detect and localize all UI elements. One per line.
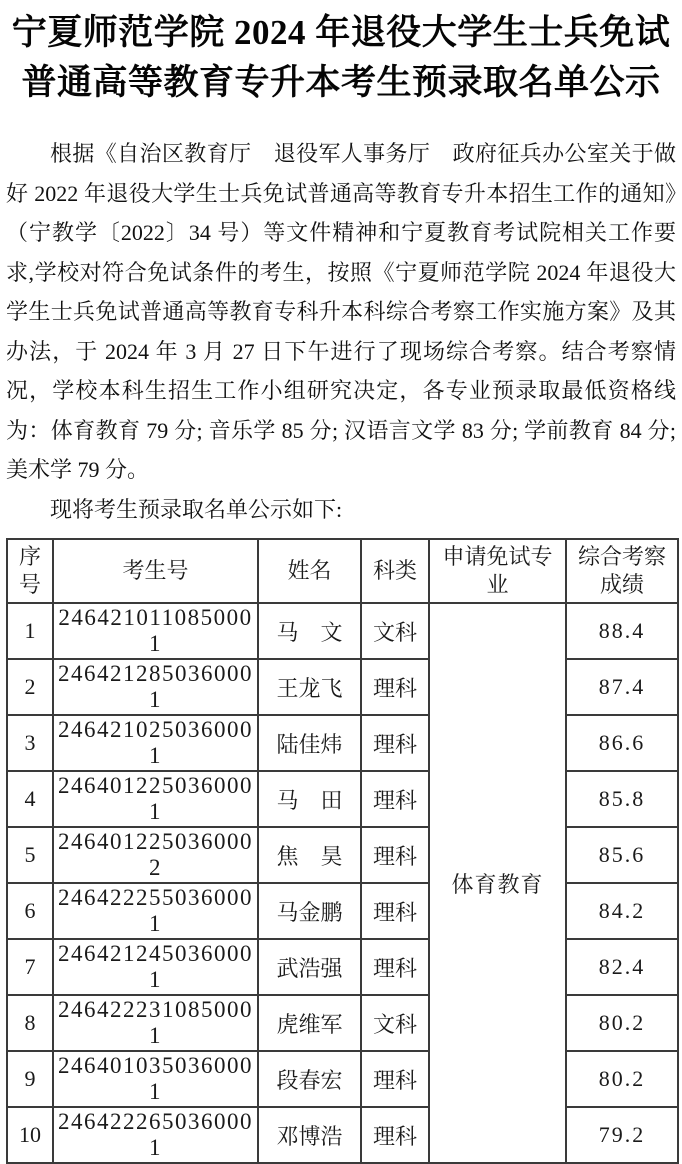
header-score: 综合考察成绩 (566, 539, 678, 603)
pre-admission-table (6, 538, 679, 1164)
cell-score: 80.2 (566, 995, 678, 1051)
cell-name: 陆佳炜 (258, 715, 361, 771)
table-row (7, 715, 678, 771)
table-row (7, 1107, 678, 1163)
cell-name: 马 田 (258, 771, 361, 827)
cell-no: 3 (7, 715, 53, 771)
cell-no: 10 (7, 1107, 53, 1163)
cell-candidate-no: 2464210250360001 (53, 715, 258, 771)
cell-score: 84.2 (566, 883, 678, 939)
table-row (7, 883, 678, 939)
table-row (7, 771, 678, 827)
cell-score: 86.6 (566, 715, 678, 771)
table-row (7, 995, 678, 1051)
cell-no: 1 (7, 603, 53, 659)
header-name: 姓名 (258, 539, 361, 603)
header-category: 科类 (361, 539, 429, 603)
table-header-row (7, 539, 678, 603)
cell-name: 武浩强 (258, 939, 361, 995)
cell-score: 82.4 (566, 939, 678, 995)
page-title-line2: 普通高等教育专升本考生预录取名单公示 (21, 63, 661, 102)
cell-category: 理科 (361, 1107, 429, 1163)
table-row (7, 1051, 678, 1107)
cell-candidate-no: 2464010350360001 (53, 1051, 258, 1107)
cell-name: 王龙飞 (258, 659, 361, 715)
body-text (6, 134, 676, 529)
cell-candidate-no: 2464212450360001 (53, 939, 258, 995)
cell-category: 理科 (361, 883, 429, 939)
cell-candidate-no: 2464012250360001 (53, 771, 258, 827)
cell-no: 8 (7, 995, 53, 1051)
cell-name: 马金鹏 (258, 883, 361, 939)
cell-candidate-no: 2464210110850001 (53, 603, 258, 659)
cell-category: 理科 (361, 1051, 429, 1107)
cell-no: 6 (7, 883, 53, 939)
paragraph-intro-list: 现将考生预录取名单公示如下: (50, 496, 343, 522)
cell-candidate-no: 2464212850360001 (53, 659, 258, 715)
header-major: 申请免试专业 (429, 539, 566, 603)
cell-score: 87.4 (566, 659, 678, 715)
cell-candidate-no: 2464222650360001 (53, 1107, 258, 1163)
cell-candidate-no: 2464222310850001 (53, 995, 258, 1051)
cell-no: 5 (7, 827, 53, 883)
header-candidate-no: 考生号 (53, 539, 258, 603)
cell-no: 7 (7, 939, 53, 995)
table-row (7, 939, 678, 995)
table-row (7, 827, 678, 883)
cell-category: 理科 (361, 715, 429, 771)
cell-major-merged: 体育教育 (429, 603, 566, 1163)
table-row (7, 659, 678, 715)
cell-score: 85.8 (566, 771, 678, 827)
cell-category: 文科 (361, 995, 429, 1051)
cell-category: 理科 (361, 771, 429, 827)
cell-name: 马 文 (258, 603, 361, 659)
cell-name: 虎维军 (258, 995, 361, 1051)
cell-no: 9 (7, 1051, 53, 1107)
page-title-line1: 宁夏师范学院 2024 年退役大学生士兵免试 (11, 13, 671, 52)
cell-no: 2 (7, 659, 53, 715)
cell-category: 理科 (361, 939, 429, 995)
cell-candidate-no: 2464012250360002 (53, 827, 258, 883)
cell-name: 焦 昊 (258, 827, 361, 883)
cell-category: 文科 (361, 603, 429, 659)
cell-score: 79.2 (566, 1107, 678, 1163)
cell-score: 80.2 (566, 1051, 678, 1107)
cell-name: 段春宏 (258, 1051, 361, 1107)
cell-category: 理科 (361, 827, 429, 883)
header-no: 序号 (7, 539, 53, 603)
page-title (6, 8, 676, 108)
cell-category: 理科 (361, 659, 429, 715)
cell-name: 邓博浩 (258, 1107, 361, 1163)
paragraph-main: 根据《自治区教育厅 退役军人事务厅 政府征兵办公室关于做好 2022 年退役大学生士兵免试普通高等教育专升本招生工作的通知》（宁教学〔2022〕34 号）等文件精神和宁夏教育考试院相关工作要求,学校对符合免试条件的考生，按照《宁夏师范学院 2024 年退役大学生士兵免试普通高等教育专科升本科综合考察工作实施方案》及其办法，于 2024 年 3 月 27 日下午进行了现场综合考察。结合考察情况，学校本科生招生工作小组研究决定，各专业预录取最低资格线为：体育教育 79 分; 音乐学 85 分; 汉语言文学 83 分; 学前教育 84 分; 美术学 79 分。 (6, 141, 676, 482)
table-row (7, 603, 678, 659)
cell-score: 85.6 (566, 827, 678, 883)
cell-candidate-no: 2464222550360001 (53, 883, 258, 939)
cell-no: 4 (7, 771, 53, 827)
cell-score: 88.4 (566, 603, 678, 659)
